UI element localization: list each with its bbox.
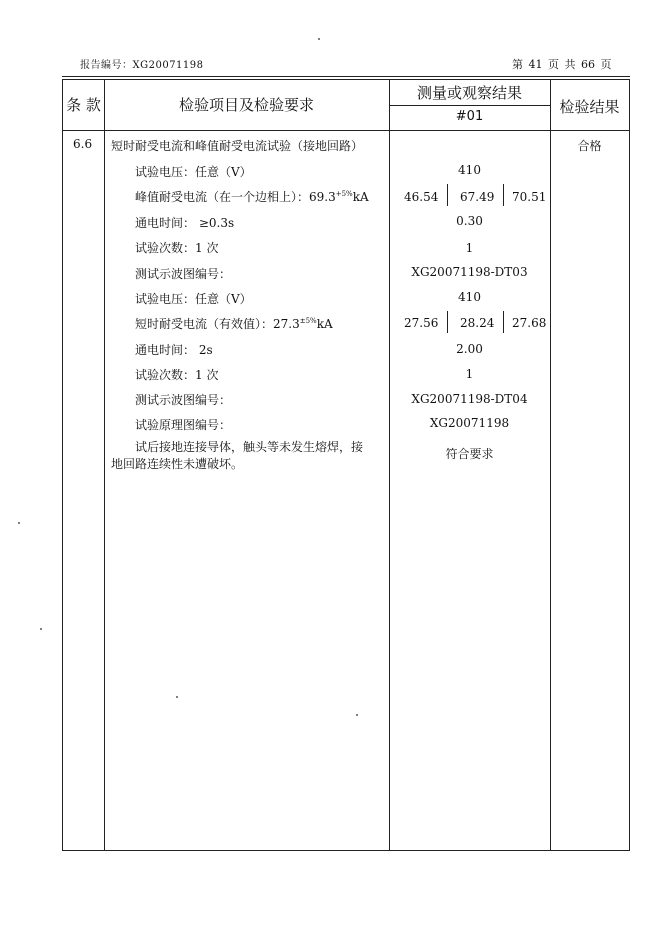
test-title: 短时耐受电流和峰值耐受电流试验（接地回路） [111,139,364,153]
value-separator [447,311,448,333]
clause-header: 条 款 [66,96,101,114]
item-label: 测试示波图编号： [135,267,232,281]
item-label: 峰值耐受电流（在一个边相上）：$69.3^{+5\%}kA$ [135,190,369,204]
conclusion: 合格 [577,139,602,153]
header-rule [62,76,630,77]
item-value: 410 [458,163,481,177]
value-separator [447,184,448,206]
measure-header: 测量或观察结果 [416,84,522,102]
header-divider [63,130,629,131]
item-value: 1 [465,241,474,255]
value-separator [503,311,504,333]
item-value-c: 70.51 [512,190,547,204]
item-value: 2.00 [456,342,483,356]
item-value: 1 [465,367,474,381]
item-header: 检验项目及检验要求 [178,96,314,114]
page-info: 第 41 页 共 66 页 [512,58,612,71]
clause-number: 6.6 [73,137,93,151]
item-value: 0.30 [456,214,483,228]
col-divider [550,80,551,850]
item-value: XG20071198-DT03 [411,265,528,279]
header-subdivider [389,105,550,106]
item-value-c: 27.68 [512,316,547,330]
scan-speck [40,628,42,630]
item-value-a: 46.54 [404,190,439,204]
scan-speck [356,714,358,716]
inspection-table [62,79,630,851]
item-value: 410 [458,290,481,304]
item-value-a: 27.56 [404,316,439,330]
report-number: 报告编号：XG20071198 [80,60,204,71]
item-label: 试验原理图编号： [135,418,232,432]
col-divider [104,80,105,850]
item-label: 试验电压：任意（V） [135,292,252,306]
item-value-b: 67.49 [460,190,495,204]
scan-speck [318,38,320,40]
item-label: 通电时间： 2s [135,343,213,357]
sample-header: #01 [455,109,484,124]
scan-speck [18,522,20,524]
remark-line-1: 试后接地连接导体，触头等未发生熔焊，接 [135,440,364,454]
value-separator [503,184,504,206]
remark-value: 符合要求 [445,447,494,461]
item-value: XG20071198 [429,416,510,430]
item-label: 测试示波图编号： [135,393,232,407]
col-divider [389,80,390,850]
item-value-b: 28.24 [460,316,495,330]
result-header: 检验结果 [559,98,620,116]
scan-speck [176,696,178,698]
item-label: 试验电压：任意（V） [135,165,252,179]
item-label: 试验次数：1 次 [135,368,219,382]
item-label: 试验次数：1 次 [135,241,219,255]
remark-line-2: 地回路连续性未遭破坏。 [111,457,244,471]
item-value: XG20071198-DT04 [411,392,528,406]
item-label: 短时耐受电流（有效值）：$27.3^{\pm 5\%}kA$ [135,317,333,331]
item-label: 通电时间： ≥0.3s [135,216,235,230]
